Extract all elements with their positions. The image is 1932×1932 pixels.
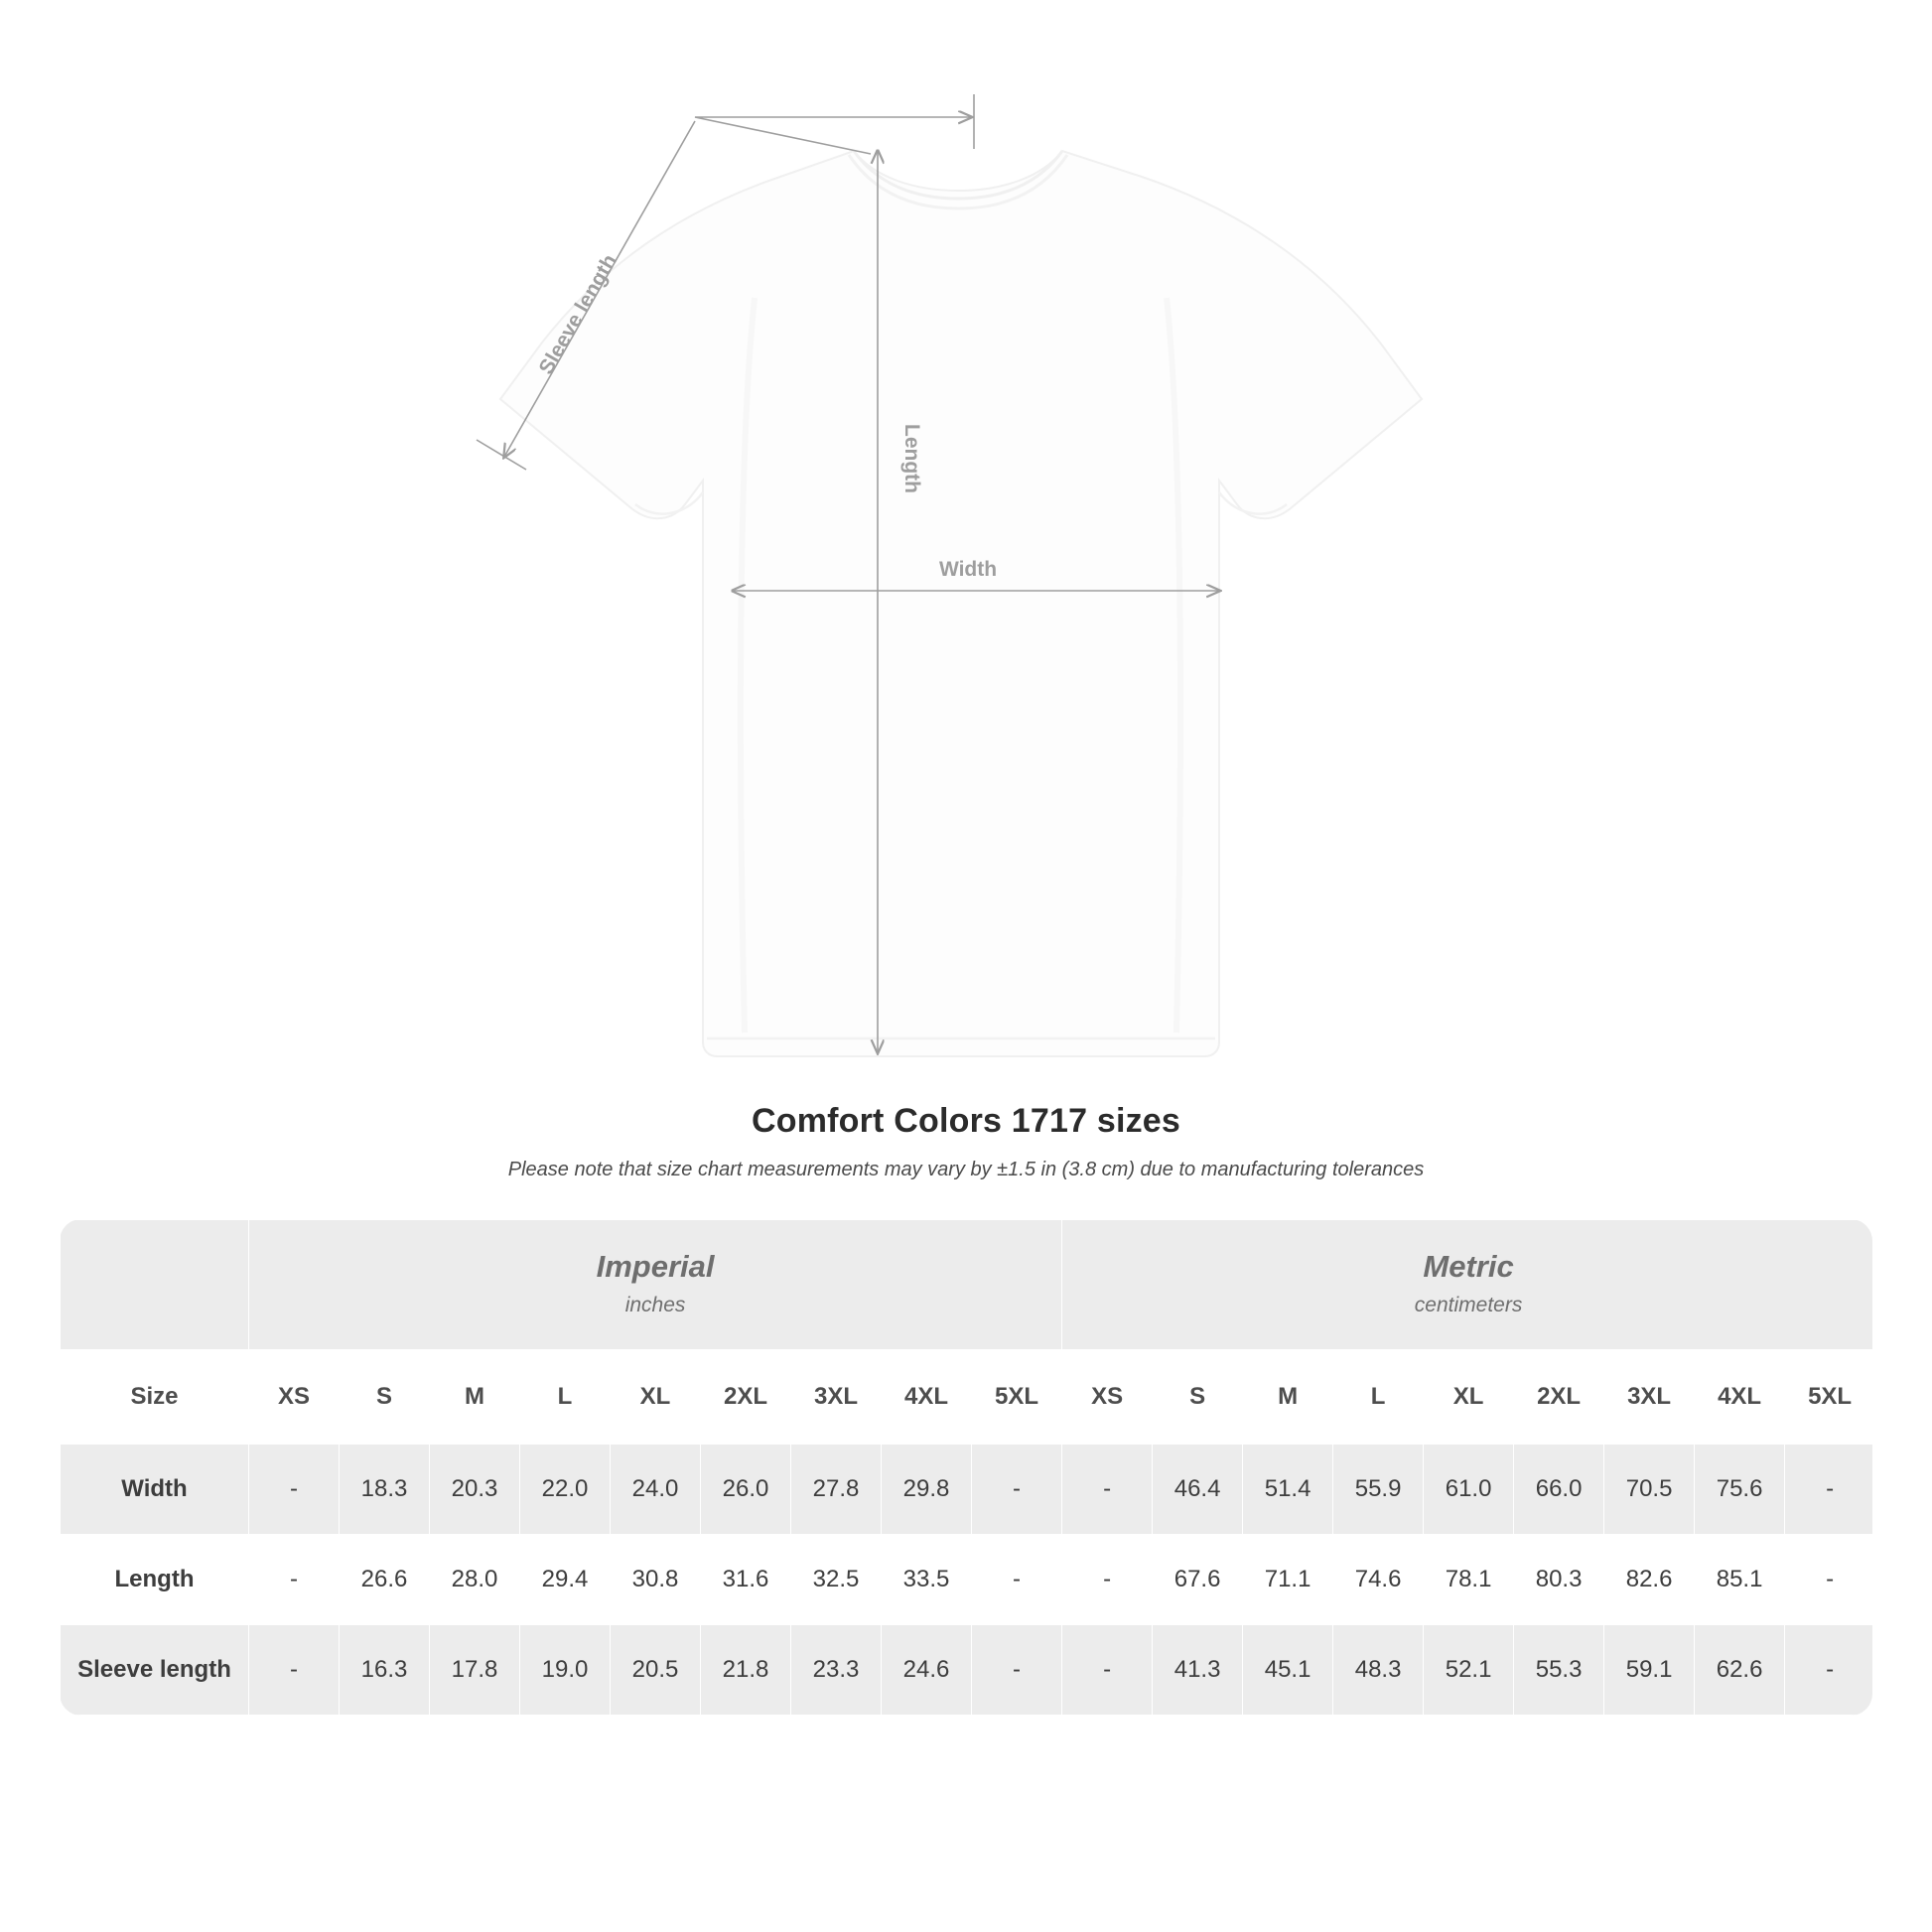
sleeve-met-5xl: - xyxy=(1785,1625,1872,1716)
table-row-width xyxy=(61,1445,1873,1535)
width-imp-l: 22.0 xyxy=(520,1445,611,1535)
length-met-2xl: 80.3 xyxy=(1514,1535,1604,1625)
imperial-sub: inches xyxy=(624,1293,686,1316)
length-imp-4xl: 33.5 xyxy=(882,1535,972,1625)
width-imp-2xl: 26.0 xyxy=(701,1445,791,1535)
length-imp-xs: - xyxy=(249,1535,340,1625)
length-imp-2xl: 31.6 xyxy=(701,1535,791,1625)
length-met-xs: - xyxy=(1062,1535,1153,1625)
row-label-length: Length xyxy=(61,1535,249,1625)
tshirt-shape xyxy=(500,151,1422,1056)
length-met-5xl: - xyxy=(1785,1535,1872,1625)
tolerance-note: Please note that size chart measurements may vary by ±1.5 in (3.8 cm) due to manufacturing tolerances xyxy=(507,1159,1425,1180)
col-header-met-4xl: 4XL xyxy=(1695,1350,1785,1445)
length-imp-m: 28.0 xyxy=(430,1535,520,1625)
sleeve-imp-4xl: 24.6 xyxy=(882,1625,972,1716)
sleeve-met-s: 41.3 xyxy=(1153,1625,1243,1716)
width-met-xl: 61.0 xyxy=(1424,1445,1514,1535)
length-met-l: 74.6 xyxy=(1333,1535,1424,1625)
col-header-imp-5xl: 5XL xyxy=(972,1350,1062,1445)
col-header-met-l: L xyxy=(1333,1350,1424,1445)
row-label-sleeve-length: Sleeve length xyxy=(61,1625,249,1716)
width-imp-m: 20.3 xyxy=(430,1445,520,1535)
page-title: Comfort Colors 1717 sizes xyxy=(751,1102,1181,1140)
sleeve-imp-2xl: 21.8 xyxy=(701,1625,791,1716)
width-imp-xl: 24.0 xyxy=(611,1445,701,1535)
width-met-xs: - xyxy=(1062,1445,1153,1535)
imperial-label: Imperial xyxy=(596,1249,715,1284)
col-header-met-m: M xyxy=(1243,1350,1333,1445)
width-imp-xs: - xyxy=(249,1445,340,1535)
imperial-unit-cell xyxy=(249,1220,1062,1350)
sleeve-imp-xs: - xyxy=(249,1625,340,1716)
metric-unit-cell xyxy=(1062,1220,1872,1350)
length-met-m: 71.1 xyxy=(1243,1535,1333,1625)
width-met-4xl: 75.6 xyxy=(1695,1445,1785,1535)
col-header-met-5xl: 5XL xyxy=(1785,1350,1872,1445)
col-header-imp-4xl: 4XL xyxy=(882,1350,972,1445)
width-met-3xl: 70.5 xyxy=(1604,1445,1695,1535)
width-label: Width xyxy=(938,558,998,581)
sleeve-imp-s: 16.3 xyxy=(340,1625,430,1716)
size-table xyxy=(60,1219,1872,1716)
length-met-xl: 78.1 xyxy=(1424,1535,1514,1625)
width-imp-s: 18.3 xyxy=(340,1445,430,1535)
sleeve-met-3xl: 59.1 xyxy=(1604,1625,1695,1716)
length-imp-s: 26.6 xyxy=(340,1535,430,1625)
units-spacer xyxy=(61,1220,249,1350)
length-met-s: 67.6 xyxy=(1153,1535,1243,1625)
sleeve-length-label: Sleeve length xyxy=(534,250,622,379)
width-imp-5xl: - xyxy=(972,1445,1062,1535)
col-header-imp-xs: XS xyxy=(249,1350,340,1445)
col-header-imp-s: S xyxy=(340,1350,430,1445)
length-imp-xl: 30.8 xyxy=(611,1535,701,1625)
table-row-sleeve-length xyxy=(61,1625,1873,1716)
size-header: Size xyxy=(61,1350,249,1445)
length-imp-5xl: - xyxy=(972,1535,1062,1625)
width-met-m: 51.4 xyxy=(1243,1445,1333,1535)
col-header-met-xs: XS xyxy=(1062,1350,1153,1445)
width-imp-4xl: 29.8 xyxy=(882,1445,972,1535)
width-met-5xl: - xyxy=(1785,1445,1872,1535)
sleeve-met-l: 48.3 xyxy=(1333,1625,1424,1716)
sleeve-imp-l: 19.0 xyxy=(520,1625,611,1716)
length-imp-3xl: 32.5 xyxy=(791,1535,882,1625)
width-met-s: 46.4 xyxy=(1153,1445,1243,1535)
col-header-met-xl: XL xyxy=(1424,1350,1514,1445)
sleeve-met-2xl: 55.3 xyxy=(1514,1625,1604,1716)
col-header-imp-xl: XL xyxy=(611,1350,701,1445)
sleeve-imp-3xl: 23.3 xyxy=(791,1625,882,1716)
units-row xyxy=(61,1220,1873,1350)
sleeve-met-xl: 52.1 xyxy=(1424,1625,1514,1716)
metric-sub: centimeters xyxy=(1414,1293,1523,1316)
col-header-imp-l: L xyxy=(520,1350,611,1445)
width-met-l: 55.9 xyxy=(1333,1445,1424,1535)
size-header-row xyxy=(61,1350,1873,1445)
metric-label: Metric xyxy=(1423,1249,1514,1284)
table-row-length xyxy=(61,1535,1873,1625)
col-header-imp-2xl: 2XL xyxy=(701,1350,791,1445)
sleeve-met-xs: - xyxy=(1062,1625,1153,1716)
length-met-4xl: 85.1 xyxy=(1695,1535,1785,1625)
size-table-wrapper xyxy=(60,1219,1872,1716)
sleeve-met-m: 45.1 xyxy=(1243,1625,1333,1716)
col-header-met-3xl: 3XL xyxy=(1604,1350,1695,1445)
sleeve-imp-m: 17.8 xyxy=(430,1625,520,1716)
sleeve-met-4xl: 62.6 xyxy=(1695,1625,1785,1716)
width-met-2xl: 66.0 xyxy=(1514,1445,1604,1535)
col-header-met-2xl: 2XL xyxy=(1514,1350,1604,1445)
col-header-met-s: S xyxy=(1153,1350,1243,1445)
sleeve-imp-5xl: - xyxy=(972,1625,1062,1716)
row-label-width: Width xyxy=(61,1445,249,1535)
col-header-imp-m: M xyxy=(430,1350,520,1445)
width-imp-3xl: 27.8 xyxy=(791,1445,882,1535)
col-header-imp-3xl: 3XL xyxy=(791,1350,882,1445)
sleeve-imp-xl: 20.5 xyxy=(611,1625,701,1716)
length-met-3xl: 82.6 xyxy=(1604,1535,1695,1625)
length-label: Length xyxy=(900,424,923,493)
length-imp-l: 29.4 xyxy=(520,1535,611,1625)
